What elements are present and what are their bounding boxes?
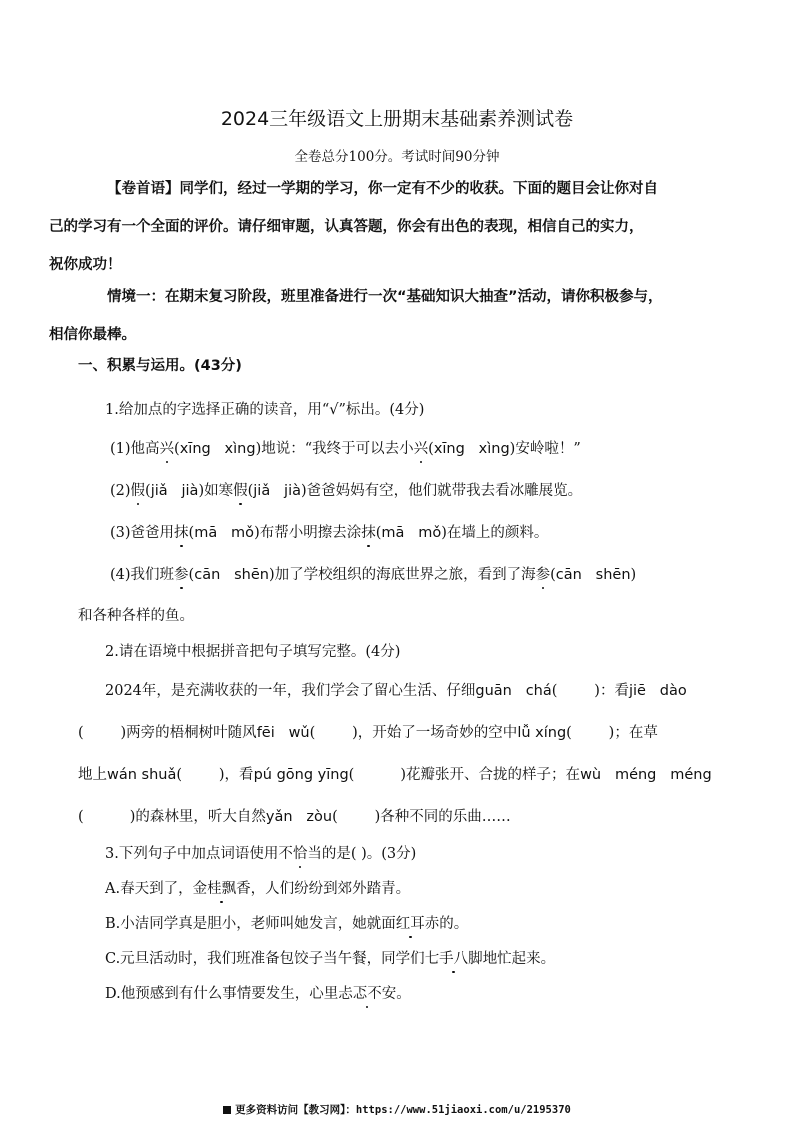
pinyin-prompt: pú gōng yīng bbox=[253, 767, 349, 783]
answer-blank[interactable]: ( )；在草 bbox=[566, 725, 658, 741]
pinyin-options: xīng xìng bbox=[179, 441, 256, 457]
pinyin-prompt: fēi wǔ bbox=[256, 725, 310, 741]
dotted-char: 兴 bbox=[160, 437, 175, 458]
intro-line-2: 己的学习有一个全面的评价。请仔细审题，认真答题，你会有出色的表现，相信自己的实力， bbox=[49, 219, 644, 235]
pinyin-prompt: wán shuǎ bbox=[107, 767, 177, 783]
option-b: B.小洁同学真是胆小，老师叫她发言，她就面红耳赤的。 bbox=[105, 912, 468, 933]
page-subtitle: 全卷总分100分。考试时间90分钟 bbox=[294, 149, 500, 165]
answer-blank[interactable]: ( )花瓣张开、合拢的样子；在 bbox=[348, 767, 581, 783]
pinyin-options: mā mǒ bbox=[194, 525, 255, 541]
question-1-item-3: (3)爸爸用抹(mā mǒ)布帮小明擦去涂抹(mā mǒ)在墙上的颜料。 bbox=[110, 521, 548, 542]
question-1-item-2: (2)假(jiǎ jià)如寒假(jiǎ jià)爸爸妈妈有空，他们就带我去看冰雕展览。 bbox=[110, 479, 582, 500]
pinyin-options: jiǎ jià bbox=[150, 483, 199, 499]
scenario-line-2: 相信你最棒。 bbox=[49, 327, 136, 343]
page-title: 2024三年级语文上册期末基础素养测试卷 bbox=[220, 108, 574, 130]
answer-blank[interactable]: ( )，看 bbox=[176, 767, 254, 783]
answer-blank[interactable]: ( )的森林里，听大自然 bbox=[78, 809, 266, 825]
pinyin-prompt: jiē dào bbox=[628, 683, 687, 699]
answer-blank[interactable]: ( )：看 bbox=[551, 683, 629, 699]
dotted-char: 参 bbox=[174, 563, 189, 584]
dotted-char: 参 bbox=[536, 563, 551, 584]
scenario-line-1: 情境一：在期末复习阶段，班里准备进行一次“基础知识大抽查”活动，请你积极参与， bbox=[107, 289, 663, 305]
dotted-char: 兴 bbox=[414, 437, 429, 458]
question-1-continuation: 和各种各样的鱼。 bbox=[78, 608, 194, 624]
intro-line-1: 【卷首语】同学们，经过一学期的学习，你一定有不少的收获。下面的题目会让你对自 bbox=[107, 181, 658, 197]
pinyin-options: xīng xìng bbox=[433, 441, 510, 457]
dotted-char: 假 bbox=[131, 479, 146, 500]
dotted-char: 假 bbox=[233, 479, 248, 500]
dotted-char: 抹 bbox=[174, 521, 189, 542]
pinyin-prompt: guān chá bbox=[475, 683, 552, 699]
dotted-word: 金桂飘香 bbox=[193, 877, 251, 898]
scenario-paragraph bbox=[49, 278, 720, 354]
question-3-prompt: 3.下列句子中加点词语使用不恰当的是( )。(3分) bbox=[105, 842, 416, 863]
question-2-line-3: 地上wán shuǎ( )，看pú gōng yīng( )花瓣张开、合拢的样子；在wù méng méng bbox=[78, 767, 712, 783]
pinyin-options: mā mǒ bbox=[381, 525, 442, 541]
question-1-item-4: (4)我们班参(cān shēn)加了学校组织的海底世界之旅，看到了海参(cān shēn) bbox=[110, 563, 636, 584]
pinyin-options: cān shēn bbox=[555, 567, 631, 583]
intro-paragraph bbox=[49, 170, 720, 284]
question-2-line-4 bbox=[78, 805, 511, 826]
pinyin-prompt: yǎn zòu bbox=[265, 809, 333, 825]
question-1-item-1: (1)他高兴(xīng xìng)地说：“我终于可以去小兴(xīng xìng)安岭啦！” bbox=[110, 437, 581, 458]
answer-blank[interactable]: ( )，开始了一场奇妙的空中 bbox=[309, 725, 518, 741]
intro-line-3: 祝你成功！ bbox=[49, 257, 122, 273]
footer-text[interactable]: 更多资料访问【教习网】：https://www.51jiaoxi.com/u/2195370 bbox=[235, 1104, 571, 1116]
dotted-word: 忐忑不安 bbox=[338, 982, 396, 1003]
question-2-prompt: 2.请在语境中根据拼音把句子填写完整。(4分) bbox=[105, 644, 401, 660]
answer-blank[interactable]: ( )两旁的梧桐树叶随风 bbox=[78, 725, 257, 741]
option-a: A.春天到了，金桂飘香，人们纷纷到郊外踏青。 bbox=[105, 877, 410, 898]
dotted-char: 抹 bbox=[361, 521, 376, 542]
dotted-word: 不恰当 bbox=[278, 842, 322, 863]
footer-link[interactable] bbox=[0, 1102, 794, 1117]
option-c: C.元旦活动时，我们班准备包饺子当午餐，同学们七手八脚地忙起来。 bbox=[105, 947, 555, 968]
dotted-word: 七手八脚 bbox=[425, 947, 483, 968]
question-2-line-1: 2024年，是充满收获的一年，我们学会了留心生活、仔细guān chá( )：看jiē dào bbox=[105, 683, 687, 699]
flag-icon bbox=[223, 1106, 231, 1114]
pinyin-prompt: lǚ xíng bbox=[517, 725, 567, 741]
section-heading: 一、积累与运用。(43分) bbox=[78, 358, 242, 374]
pinyin-prompt: wù méng méng bbox=[580, 767, 712, 783]
question-2-line-2 bbox=[78, 721, 658, 742]
option-d: D.他预感到有什么事情要发生，心里忐忑不安。 bbox=[105, 982, 411, 1003]
pinyin-options: jiǎ jià bbox=[253, 483, 301, 499]
dotted-word: 面红耳赤 bbox=[381, 912, 439, 933]
answer-blank[interactable]: ( )各种不同的乐曲…… bbox=[332, 809, 511, 825]
pinyin-options: cān shēn bbox=[194, 567, 269, 583]
question-1-prompt: 1.给加点的字选择正确的读音，用“√”标出。(4分) bbox=[105, 402, 425, 418]
